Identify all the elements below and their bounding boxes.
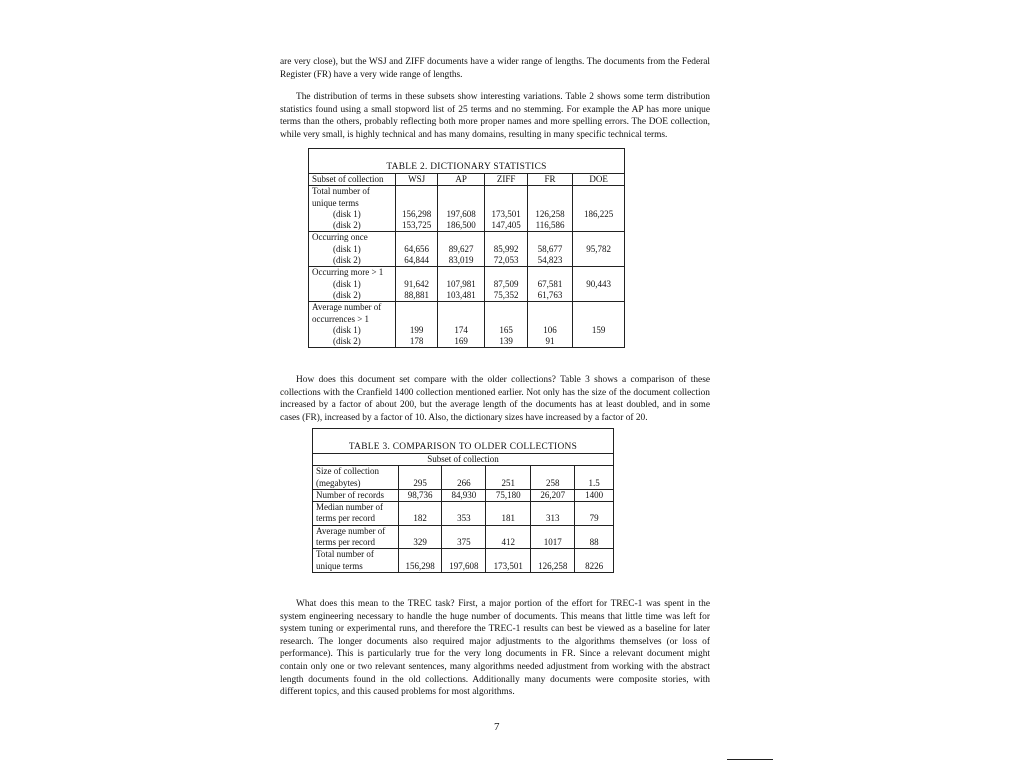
table-row (309, 186, 624, 198)
table-row (309, 255, 624, 267)
table-cell: 173,501 (485, 209, 527, 220)
table-cell: 295 (398, 478, 442, 490)
row-group (313, 549, 613, 573)
table-cell (485, 198, 527, 209)
table-cell: 67,581 (527, 279, 572, 290)
table-cell: 106 (527, 325, 572, 336)
header-cell: DOE (573, 174, 624, 186)
table-row (309, 209, 624, 220)
table-cell: 156,298 (398, 561, 442, 573)
table-cell (398, 502, 442, 514)
table-cell (437, 302, 485, 314)
table-cell (398, 549, 442, 561)
table-cell (485, 314, 527, 325)
table-cell: 178 (396, 336, 437, 348)
table-cell: 182 (398, 513, 442, 525)
table-cell (486, 466, 531, 478)
table-cell: 197,608 (442, 561, 486, 573)
table-cell (437, 198, 485, 209)
row-label: terms per record (316, 513, 375, 524)
header-row (309, 174, 624, 186)
row-label: terms per record (316, 537, 375, 548)
table-title: TABLE 3. COMPARISON TO OLDER COLLECTIONS (348, 442, 578, 452)
table-cell (437, 267, 485, 279)
row-label: unique terms (312, 197, 359, 208)
row-label: Size of collection (316, 466, 379, 477)
table-cell (573, 314, 624, 325)
table-cell: 72,053 (485, 255, 527, 267)
table-cell (396, 267, 437, 279)
table-cell (485, 302, 527, 314)
table-cell: 197,608 (437, 209, 485, 220)
table-row (313, 525, 613, 537)
row-group (309, 267, 624, 302)
table-cell: 91,642 (396, 279, 437, 290)
table-cell (531, 549, 575, 561)
row-group (313, 502, 613, 526)
table-row (309, 244, 624, 255)
row-group (309, 302, 624, 348)
table-cell: 126,258 (531, 561, 575, 573)
row-label: (disk 2) (333, 220, 361, 231)
table-cell: 88 (575, 537, 613, 549)
table-cell: 64,656 (396, 244, 437, 255)
table-row (313, 489, 613, 501)
table-comparison-older-collections (312, 428, 614, 573)
row-label: Number of records (316, 489, 384, 500)
table-cell: 181 (486, 513, 531, 525)
table-cell: 329 (398, 537, 442, 549)
table-cell (575, 549, 613, 561)
table-cell (437, 314, 485, 325)
table-cell: 153,725 (396, 220, 437, 232)
table-cell: 107,981 (437, 279, 485, 290)
table-cell (573, 186, 624, 198)
table-cell (486, 525, 531, 537)
table-cell: 79 (575, 513, 613, 525)
table-cell (527, 314, 572, 325)
table-cell (437, 186, 485, 198)
table-cell: 139 (485, 336, 527, 348)
table-cell (442, 549, 486, 561)
table-cell: 84,930 (442, 489, 486, 501)
table-cell (575, 502, 613, 514)
table-cell (486, 502, 531, 514)
table-cell (396, 186, 437, 198)
table-cell: 186,500 (437, 220, 485, 232)
table-cell: 412 (486, 537, 531, 549)
table-cell: 1.5 (575, 478, 613, 490)
table-row (309, 314, 624, 325)
table-cell: 126,258 (527, 209, 572, 220)
table-cell (573, 232, 624, 244)
table-row (309, 279, 624, 290)
table-cell (396, 302, 437, 314)
table-cell (396, 198, 437, 209)
row-group (313, 466, 613, 490)
table-cell: 91 (527, 336, 572, 348)
table-cell: 98,736 (398, 489, 442, 501)
row-group (313, 489, 613, 501)
table-cell: 95,782 (573, 244, 624, 255)
page-number: 7 (494, 721, 500, 733)
row-label: occurrences > 1 (312, 313, 370, 324)
table-cell (398, 466, 442, 478)
paragraph-intro (280, 56, 710, 81)
table-cell (531, 502, 575, 514)
table-cell (531, 525, 575, 537)
row-label: (disk 2) (333, 255, 361, 266)
table-cell (398, 525, 442, 537)
table-cell: 266 (442, 478, 486, 490)
table-header (309, 174, 624, 186)
table-cell (485, 186, 527, 198)
table-cell (485, 232, 527, 244)
table-row (313, 478, 613, 490)
row-group (309, 186, 624, 232)
table-row (313, 466, 613, 478)
table-cell: 313 (531, 513, 575, 525)
table-cell (527, 267, 572, 279)
table-cell: 147,405 (485, 220, 527, 232)
paragraph-trec-task (280, 598, 710, 699)
table-cell (573, 198, 624, 209)
table-row (313, 549, 613, 561)
table-cell: 85,992 (485, 244, 527, 255)
table-cell (442, 502, 486, 514)
table-dictionary-statistics (308, 148, 625, 348)
table-cell: 353 (442, 513, 486, 525)
table-header (313, 454, 613, 466)
table-cell: 251 (486, 478, 531, 490)
header-cell: Subset of collection (309, 174, 396, 186)
table-row (313, 502, 613, 514)
table-cell: 26,207 (531, 489, 575, 501)
table-cell: 75,352 (485, 290, 527, 302)
row-label: (disk 1) (333, 278, 361, 289)
row-label: Average number of (312, 302, 382, 313)
table-cell: 58,677 (527, 244, 572, 255)
table-cell: 89,627 (437, 244, 485, 255)
table-cell: 173,501 (486, 561, 531, 573)
table-cell (437, 232, 485, 244)
table-cell: 103,481 (437, 290, 485, 302)
table-cell (573, 220, 624, 232)
table-row (309, 302, 624, 314)
table-row (313, 537, 613, 549)
table-row (309, 232, 624, 244)
row-label: (disk 1) (333, 324, 361, 335)
table-cell (442, 466, 486, 478)
table-cell (575, 466, 613, 478)
table-row (313, 561, 613, 573)
table-cell (573, 302, 624, 314)
table-cell: 90,443 (573, 279, 624, 290)
row-label: (disk 2) (333, 336, 361, 347)
row-label: Total number of (316, 549, 374, 560)
table-cell: 116,586 (527, 220, 572, 232)
table-cell (527, 186, 572, 198)
table-cell (396, 314, 437, 325)
table-cell: 8226 (575, 561, 613, 573)
header-cell: AP (437, 174, 485, 186)
table-row (309, 198, 624, 209)
table-row (309, 267, 624, 279)
row-label: (disk 2) (333, 289, 361, 300)
table-cell (527, 232, 572, 244)
table-cell: 87,509 (485, 279, 527, 290)
table-cell: 64,844 (396, 255, 437, 267)
row-label: unique terms (316, 560, 363, 571)
table-cell (527, 198, 572, 209)
table-cell (573, 255, 624, 267)
row-label: Median number of (316, 502, 383, 513)
row-label: Total number of (312, 186, 370, 197)
row-label: (megabytes) (316, 477, 361, 488)
paragraph-text: How does this document set compare with the older collections? Table 3 shows a comparison of these collections with the Cranfield 1400 collection mentioned earlier. Not only has the size of the document collection increased by a factor of about 200, but the average length of the documents has at least doubled, and in some cases (FR), increased by a factor of 10. Also, the dictionary sizes have increased by a factor of 20. (280, 375, 710, 423)
table-cell (573, 336, 624, 348)
table-row (309, 325, 624, 336)
table-row (309, 290, 624, 302)
table-cell (485, 267, 527, 279)
header-cell: WSJ (396, 174, 437, 186)
header-cell: FR (527, 174, 572, 186)
table-cell: 174 (437, 325, 485, 336)
table-cell: 1017 (531, 537, 575, 549)
paragraph-text: are very close), but the WSJ and ZIFF documents have a wider range of lengths. The documents from the Federal Register (FR) have a very wide range of lengths. (280, 57, 710, 80)
table-cell (575, 525, 613, 537)
paragraph-comparison (280, 374, 710, 424)
table-cell: 83,019 (437, 255, 485, 267)
table-cell: 156,298 (396, 209, 437, 220)
table-title: TABLE 2. DICTIONARY STATISTICS (386, 162, 547, 172)
row-label: Average number of (316, 525, 386, 536)
table-cell: 199 (396, 325, 437, 336)
header-row (313, 454, 613, 466)
row-label: Occurring more > 1 (312, 267, 384, 278)
table-cell (486, 549, 531, 561)
table-cell: 169 (437, 336, 485, 348)
table-cell: 258 (531, 478, 575, 490)
scan-mark-line (727, 759, 773, 760)
table-cell (531, 466, 575, 478)
table-cell: 75,180 (486, 489, 531, 501)
table-cell: 159 (573, 325, 624, 336)
row-label: (disk 1) (333, 208, 361, 219)
table-cell: 375 (442, 537, 486, 549)
table-row (309, 220, 624, 232)
table-cell (573, 267, 624, 279)
table-cell: 54,823 (527, 255, 572, 267)
table-cell: 186,225 (573, 209, 624, 220)
paragraph-text: What does this mean to the TREC task? First, a major portion of the effort for TREC-1 was spent in the system engineering necessary to handle the huge number of documents. This means that little time was left for system tuning or experimental runs, and therefore the TREC-1 results can best be viewed as a baseline for later research. The longer documents also required major adjustments to the algorithms themselves (or loss of performance). This is particularly true for the very long documents in FR. Since a relevant document might contain only one or two relevant sentences, many algorithms needed adjustment from working with the abstract length documents found in the old collections. Additionally many documents were composite stories, with different topics, and this caused problems for most algorithms. (280, 599, 710, 698)
table-row (313, 513, 613, 525)
header-cell: ZIFF (485, 174, 527, 186)
row-label: (disk 1) (333, 243, 361, 254)
table-cell (442, 525, 486, 537)
table-cell: 61,763 (527, 290, 572, 302)
table-cell: 1400 (575, 489, 613, 501)
header-cell: Subset of collection (313, 454, 613, 466)
table-cell (573, 290, 624, 302)
row-group (313, 525, 613, 549)
paragraph-text: The distribution of terms in these subsets show interesting variations. Table 2 shows some term distribution statistics found using a small stopword list of 25 terms and no stemming. For example the AP has more unique terms than the others, probably reflecting both more proper names and more spelling errors. The DOE collection, while very small, is highly technical and has many domains, resulting in many specific technical terms. (280, 92, 710, 140)
row-label: Occurring once (312, 232, 368, 243)
table-cell (396, 232, 437, 244)
table-row (309, 336, 624, 348)
paragraph-term-distribution (280, 91, 710, 141)
table-cell: 88,881 (396, 290, 437, 302)
table-cell: 165 (485, 325, 527, 336)
table-cell (527, 302, 572, 314)
row-group (309, 232, 624, 267)
